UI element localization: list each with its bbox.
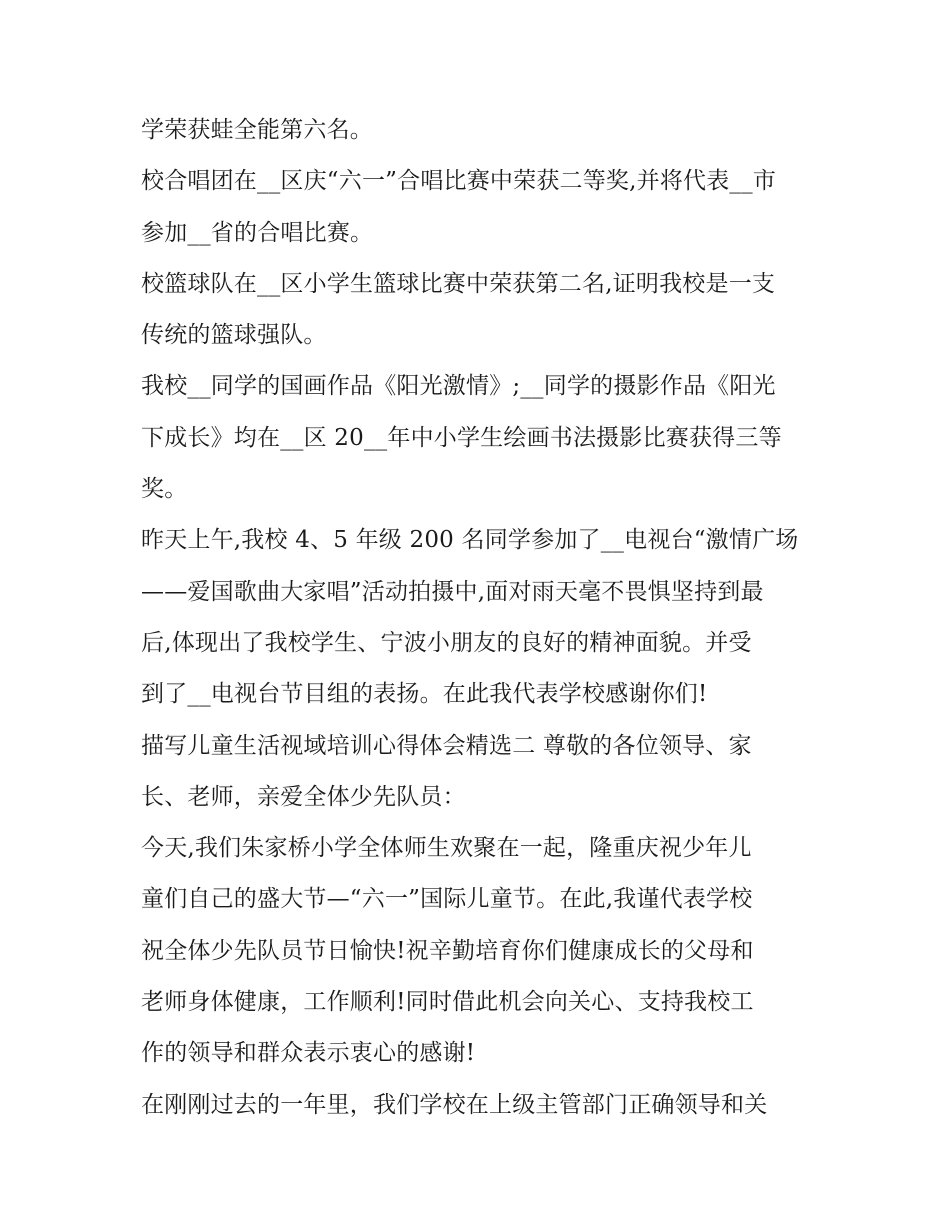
text-line: 长、老师，亲爱全体少先队员： (141, 783, 466, 810)
text-line: 今天,我们朱家桥小学全体师生欢聚在一起，隆重庆祝少年儿 (141, 835, 752, 862)
text-line: 校合唱团在__区庆“六一”合唱比赛中荣获二等奖,并将代表__市 (141, 168, 777, 195)
text-line: 下成长》均在__区 20__年中小学生绘画书法摄影比赛获得三等 (141, 424, 782, 451)
text-line: 祝全体少先队员节日愉快!祝辛勤培育你们健康成长的父母和 (141, 937, 754, 964)
text-line: 校篮球队在__区小学生篮球比赛中荣获第二名,证明我校是一支 (141, 270, 776, 297)
text-line: 作的领导和群众表示衷心的感谢! (141, 1040, 476, 1067)
text-line: 传统的篮球强队。 (141, 322, 327, 349)
document-body (141, 105, 821, 1131)
text-line: 昨天上午,我校 4、5 年级 200 名同学参加了__电视台“激情广场 (141, 527, 799, 554)
text-line: 后,体现出了我校学生、宁波小朋友的良好的精神面貌。并受 (141, 629, 752, 656)
text-line: 描写儿童生活视域培训心得体会精选二 尊敬的各位领导、家 (141, 732, 752, 759)
text-line: 老师身体健康，工作顺利!同时借此机会向关心、支持我校工 (141, 989, 754, 1016)
text-line: 童们自己的盛大节—“六一”国际儿童节。在此,我谨代表学校 (141, 886, 753, 913)
text-line: 参加__省的合唱比赛。 (141, 219, 374, 246)
text-line: 学荣获蛙全能第六名。 (141, 117, 373, 143)
text-line: 我校__同学的国画作品《阳光激情》;__同学的摄影作品《阳光 (141, 373, 776, 400)
text-line: 在刚刚过去的一年里，我们学校在上级主管部门正确领导和关 (141, 1091, 768, 1118)
text-line: ——爱国歌曲大家唱”活动拍摄中,面对雨天毫不畏惧坚持到最 (141, 578, 764, 605)
text-line: 奖。 (141, 476, 188, 503)
text-line: 到了__电视台节目组的表扬。在此我代表学校感谢你们! (141, 681, 708, 708)
